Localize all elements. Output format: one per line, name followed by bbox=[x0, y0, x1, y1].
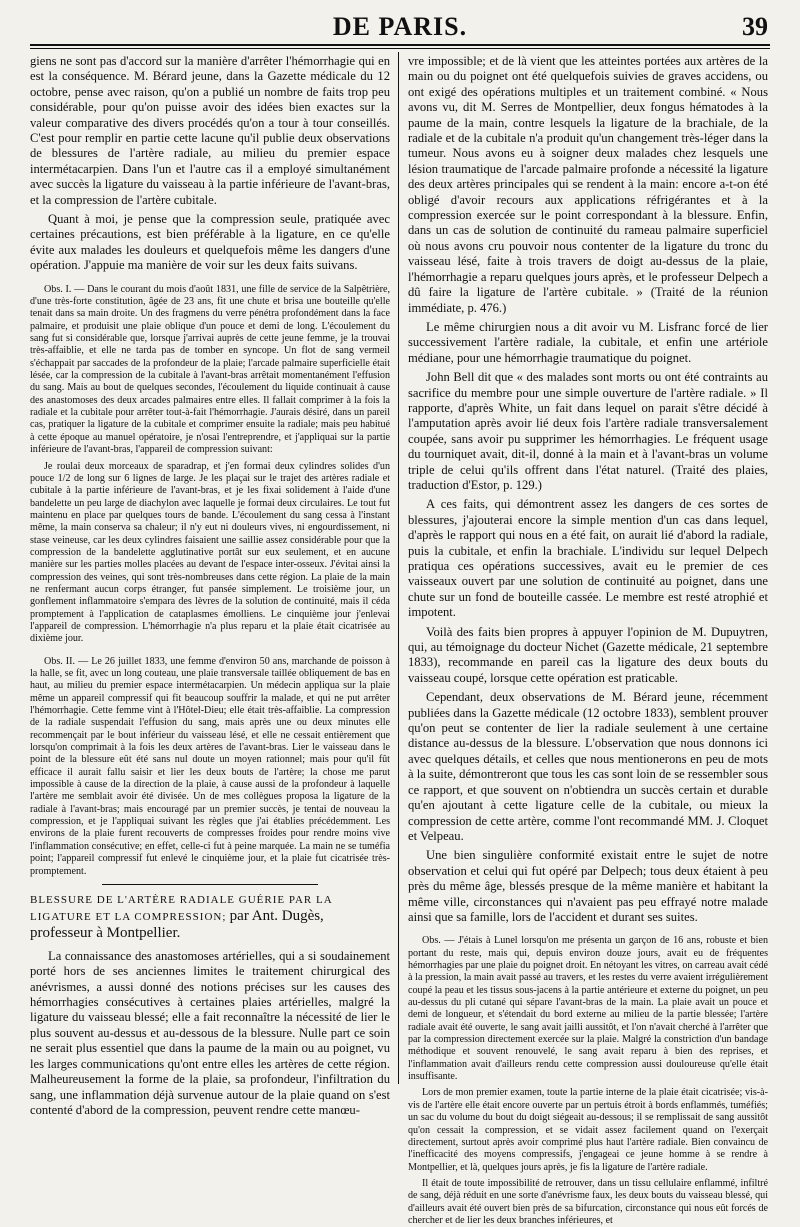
right-body-text bbox=[408, 54, 768, 925]
section-heading-author: par Ant. Dugès, professeur à Montpellier. bbox=[30, 907, 324, 941]
paragraph: vre impossible; et de là vient que les atteintes portées aux artères de la main ou du poignet ont été quelquefois suivies de graves accidens, ou ont exigé des opérations multiples et un traitement combiné. « Nous avons vu, dit M. Serres de Montpellier, deux fongus hématodes à la paume de la main, contre lesquels la ligature de la brachiale, de la radiale et de la cubitale n'a produit qu'un changement très-léger dans la tumeur. Nous avons eu à soigner deux malades chez lesquels une lésion traumatique de l'arcade palmaire profonde a nécessité la ligature des deux artères principales qui se rendent à la main: encore a-t-on été obligé d'avoir recours aux applications réfrigérantes et à la compression exercée sur le point correspondant à la blessure. Enfin, dans un cas de solution de continuité du rameau palmaire superficiel où nous avons cru pouvoir nous contenter de la ligature du tronc du vaisseau lésé, faite à trois travers de doigt au-dessus de la plaie, l'hémorrhagie a reparu quelques jours après, et le professeur Delpech a dû faire la ligature de l'artère cubitale. » (Traité de la réunion immédiate, p. 476.) bbox=[408, 54, 768, 315]
column-divider bbox=[398, 52, 399, 1084]
paragraph: Cependant, deux observations de M. Bérard jeune, récemment publiées dans la Gazette médicale (12 octobre 1833), semblent prouver qu'on peut se contenter de lier la radiale seulement à une certaine distance au-dessus de la blessure. L'observation que nous donnons ici avec quelques détails, et celles que nous mentionerons en peu de mots à la suite, démontreront que tous les cas sont loin de se ressembler sous ce rapport, et que souvent on n'obtiendra un succès certain et durable qu'en ajoutant à cette ligature celle de la cubitale, ou mieux la compression de cette artère, comme l'ont recommandé MM. J. Cloquet et Velpeau. bbox=[408, 690, 768, 843]
section-body bbox=[30, 949, 390, 1118]
left-column bbox=[30, 54, 390, 1117]
observation-1 bbox=[30, 284, 390, 646]
observation-lunel bbox=[408, 935, 768, 1227]
paragraph: Le même chirurgien nous a dit avoir vu M. Lisfranc forcé de lier successivement l'artère radiale, la cubitale, et enfin une artériole médiane, pour une hémorrhagie traumatique du poignet. bbox=[408, 319, 768, 365]
paragraph: John Bell dit que « des malades sont morts ou ont été contraints au sacrifice du membre pour une simple ouverture de l'artère radiale. » Il rapporte, d'après White, un fait dans lequel on parait s'être décidé à l'amputation après avoir lié deux fois l'artère radiale transversalement coupée, sans avoir pu supprimer les hémorrhagies. Le fréquent usage du tourniquet avait, dit-il, donné à la main et à l'avant-bras un volume triple de celui qu'ils offrent dans l'état naturel. (Traité des plaies, traduction d'Estor, p. 129.) bbox=[408, 370, 768, 492]
right-column bbox=[408, 54, 768, 1226]
paragraph: Une bien singulière conformité existait entre le sujet de notre observation et celui qui fut opéré par Delpech; tous deux étaient à peu près du même âge, blessés presque de la même manière et habitant la même ville, circonstances qui n'avaient pas peu effrayé notre malade ainsi que sa famille, lors de l'accident et durant ses suites. bbox=[408, 848, 768, 924]
paragraph: Je roulai deux morceaux de sparadrap, et j'en formai deux cylindres solides d'un pouce 1/2 de long sur 6 lignes de large. Je les plaçai sur le trajet des artères radiale et cubitale à la partie inférieure de l'avant-bras, et je les fixai solidement à l'aide d'une bandelette un peu large de diachylon avec laquelle je formai deux circulaires. Le tout fut maintenu en place par quelques tours de bande. L'écoulement du sang cessa à l'instant même, la main conserva sa chaleur; il n'y eut ni douleurs vives, ni engourdissement, ni stase veineuse, car les deux cylindres faisaient une saillie assez considérable pour que la compression de la bandelette agglutinative portât sur eux seulement, et en aucune manière sur les parties molles placées au devant de l'espace inter-osseux. J'évitai ainsi la compression des veines, qui sont très-nombreuses dans cette région. La plaie de la main ne renfermant aucun corps étranger, fut pansée simplement. Le troisième jour, un gonflement inflammatoire s'empara des lèvres de la solution de continuité, mais il céda promptement à l'application de cataplasmes émolliens. Le cinquième jour j'enlevai l'appareil de compression. L'hémorrhagie n'a plus reparu et la plaie était cicatrisée au dixième jour. bbox=[30, 460, 390, 645]
paragraph: Obs. — J'étais à Lunel lorsqu'on me présenta un garçon de 16 ans, robuste et bien portant du reste, mais qui, depuis environ douze jours, avait eu de fréquentes hémorrhagies par une plaie du poignet droit. En nétoyant les vitres, on carreau avait cédé à la pression, la main avait passé au travers, et les restes du verre avaient irrégulièrement coupé la peau et les tissus sous-jacens à la partie antérieure et externe du poignet, un peu au-dessus du pli cutané qui sépare l'avant-bras de la main. La plaie avait un pouce et demi de longueur, et s'étendait du bord externe au milieu de la partie blessée; l'artère radiale avait été ouverte, le sang avait jailli aussitôt, et l'on n'avait cherché à l'arrêter que par la compression directement exercée sur la plaie. Malgré la constriction d'un bandage méthodique et souvent renouvelé, le sang avait reparu à bien des reprises, et l'inflammation avait d'ailleurs rendu cette compression aussi douloureuse qu'elle était insuffisante. bbox=[408, 935, 768, 1083]
header-rule bbox=[30, 44, 770, 46]
running-title: DE PARIS. bbox=[332, 12, 468, 41]
paragraph: A ces faits, qui démontrent assez les dangers de ces sortes de blessures, j'ajouterai encore la simple mention d'un cas dans lequel, d'après le rapport qui nous en a été fait, on aurait lié d'abord la radiale, puis la cubitale, et enfin la brachiale. L'individu sur lequel Delpech pratiqua ces opérations successives, avait eu le premier de ces vaisseaux ouvert par une solution de continuité au poignet, dans une chute sur un fond de bouteille cassée. Le membre est resté atrophié et impotent. bbox=[408, 497, 768, 620]
section-separator bbox=[102, 884, 318, 885]
paragraph: Voilà des faits bien propres à appuyer l'opinion de M. Dupuytren, qui, au témoignage du docteur Nichet (Gazette médicale, 21 septembre 1833), recommande en pareil cas la ligature des deux bouts du vaisseau coupé, lorsque cette opération est praticable. bbox=[408, 624, 768, 685]
intro-text bbox=[30, 54, 390, 274]
observation-2 bbox=[30, 656, 390, 878]
page-header bbox=[30, 10, 770, 46]
paragraph: Il était de toute impossibilité de retrouver, dans un tissu cellulaire enflammé, infiltré de sang, déjà réduit en une sorte d'anévrisme faux, les deux bouts du vaisseau blessé, qui d'ailleurs avait été ouvert bien près de sa bifurcation, circonstance qui nous eût forcés de chercher et de lier les deux branches inférieures, et bbox=[408, 1177, 768, 1226]
section-heading-caps: BLESSURE DE L'ARTÈRE RADIALE GUÉRIE PAR LA LIGATURE ET LA COMPRESSION; bbox=[30, 893, 333, 923]
paragraph: Obs. II. — Le 26 juillet 1833, une femme d'environ 50 ans, marchande de poisson à la halle, se fit, avec un long couteau, une plaie transversale taillée obliquement de bas en haut, au milieu du premier espace intermétacarpien. Un médecin appliqua sur la plaie même un appareil compressif qui fit beaucoup souffrir la malade, et qui ne put arrêter l'hémorrhagie. Cette femme vint à l'Hôtel-Dieu; elle était très-affaiblie. La compression de la radiale suspendait l'effusion du sang, mais après une ou deux minutes elle recommençait par le bout inférieur du vaisseau lésé, et elle ne cessait entièrement que lorsqu'on comprimait à la fois les deux artères de l'avant-bras. Lier le vaisseau dans le point de la blessure eût été sans nul doute un moyen rationnel; mais pour qu'il fût efficace il aurait fallu saisir et lier les deux bouts de l'artère; la chose me parut impossible à cause de la direction de la plaie, à cause aussi de la profondeur à laquelle l'artère me semblait avoir été divisée. Un de mes collègues proposa la ligature de la radiale à l'avant-bras; mais encouragé par un premier succès, je tentai de nouveau la compression, et je l'appliquai suivant les règles que j'ai établies précédemment. Les environs de la plaie furent recouverts de compresses froides pour rendre moins vive l'inflammation consécutive; en effet, celle-ci fut à peine marquée. La main ne se tuméfia point; l'appareil compressif fut enlevé le cinquième jour, et la plaie fut cicatrisée très-promptement. bbox=[30, 655, 390, 877]
paragraph: Quant à moi, je pense que la compression seule, pratiquée avec certaines précautions, est bien préférable à la ligature, en ce qu'elle évite aux malades les douleurs et quelquefois même les dangers d'une opération. J'appuie ma manière de voir sur les deux faits suivans. bbox=[30, 212, 390, 273]
paragraph: giens ne sont pas d'accord sur la manière d'arrêter l'hémorrhagie qui en est la conséquence. M. Bérard jeune, dans la Gazette médicale du 12 octobre, pense avec raison, qu'on a publié un nombre de faits trop peu considérable, pour qu'on puisse avoir des idées bien exactes sur la valeur comparative des divers procédés qu'on a tour à tour conseillés. C'est pour remplir en partie cette lacune qu'il publie deux observations de blessures de l'artère radiale, au milieu du premier espace intermétacarpien. Dans l'un et l'autre cas il a employé simultanément avec succès la ligature du vaisseau à la partie inférieure de l'avant-bras, et la compression de l'artère cubitale. bbox=[30, 54, 390, 207]
paragraph: Obs. I. — Dans le courant du mois d'août 1831, une fille de service de la Salpêtrière, d'une très-forte constitution, âgée de 23 ans, fit une chute et brisa une bouteille qu'elle tenait dans sa main droite. Un des fragmens du verre pénétra profondément dans la face palmaire, et produisit une plaie oblique d'un pouce et demi de long. L'écoulement du sang fut si considérable que, lorsque j'arrivai auprès de cette jeune femme, je la trouvai très-affaiblie, et elle ne tarda pas de tomber en syncope. Un flot de sang vermeil s'échappait par saccades de la profondeur de la plaie; l'arcade palmaire superficielle était lésée, car la compression de la cubitale à l'avant-bras arrêtait momentanément l'effusion du sang. Mais au bout de quelques secondes, l'écoulement du liquide continuait à cause des anastomoses des deux arcades palmaires entre elles. Il fallait comprimer à la fois la radiale et la cubitale pour arrêter tout-à-fait l'hémorrhagie. J'aurais désiré, dans un pareil cas, pratiquer la ligature de la cubitale et comprimer ensuite la radiale; mais peu habitué à cette époque au manuel opératoire, je n'osai l'entreprendre, et j'appliquai sur la partie inférieure de l'avant-bras, l'appareil de compression suivant: bbox=[30, 283, 390, 456]
page-number: 39 bbox=[742, 12, 768, 41]
paragraph: Lors de mon premier examen, toute la partie interne de la plaie était cicatrisée; vis-à-vis de l'artère elle était encore ouverte par un pertuis étroit à bords enflammés, tuméfiés; un sac du volume du bout du doigt siégeait au-dessous; il se remplissait de sang aussitôt qu'on cessait la compression, et se vidait assez facilement quand on l'exerçait directement, surtout après avoir comprimé plus haut l'artère radiale. Bien convaincu de l'inefficacité des moyens compressifs, j'engageai ce jeune homme à se rendre à Montpellier, et là, quelques jours après, je fis la ligature de l'artère radiale. bbox=[408, 1087, 768, 1173]
section-heading bbox=[30, 891, 390, 941]
header-rule-thin bbox=[30, 48, 770, 49]
paragraph: La connaissance des anastomoses artérielles, qui a si soudainement porté hors de ses anciennes limites le traitement chirurgical des anévrismes, a aussi donné des notions précises sur les causes des hémorrhagies consécutives à certaines plaies artérielles, malgré la ligature du vaisseau blessé; elle a fait reconnaître la nécessité de lier le plus souvent au-dessus et au-dessous de la blessure. Nulle part ce soin ne serait plus essentiel que dans la paume de la main ou au poignet, vu les larges communications qu'ont entre elles les artères de cette région. Malheureusement la forme de la plaie, sa profondeur, l'infiltration du sang, une inflammation déjà survenue autour de la plaie quand on s'est contenté d'abord de la compression, peuvent rendre cette manœu- bbox=[30, 948, 390, 1117]
